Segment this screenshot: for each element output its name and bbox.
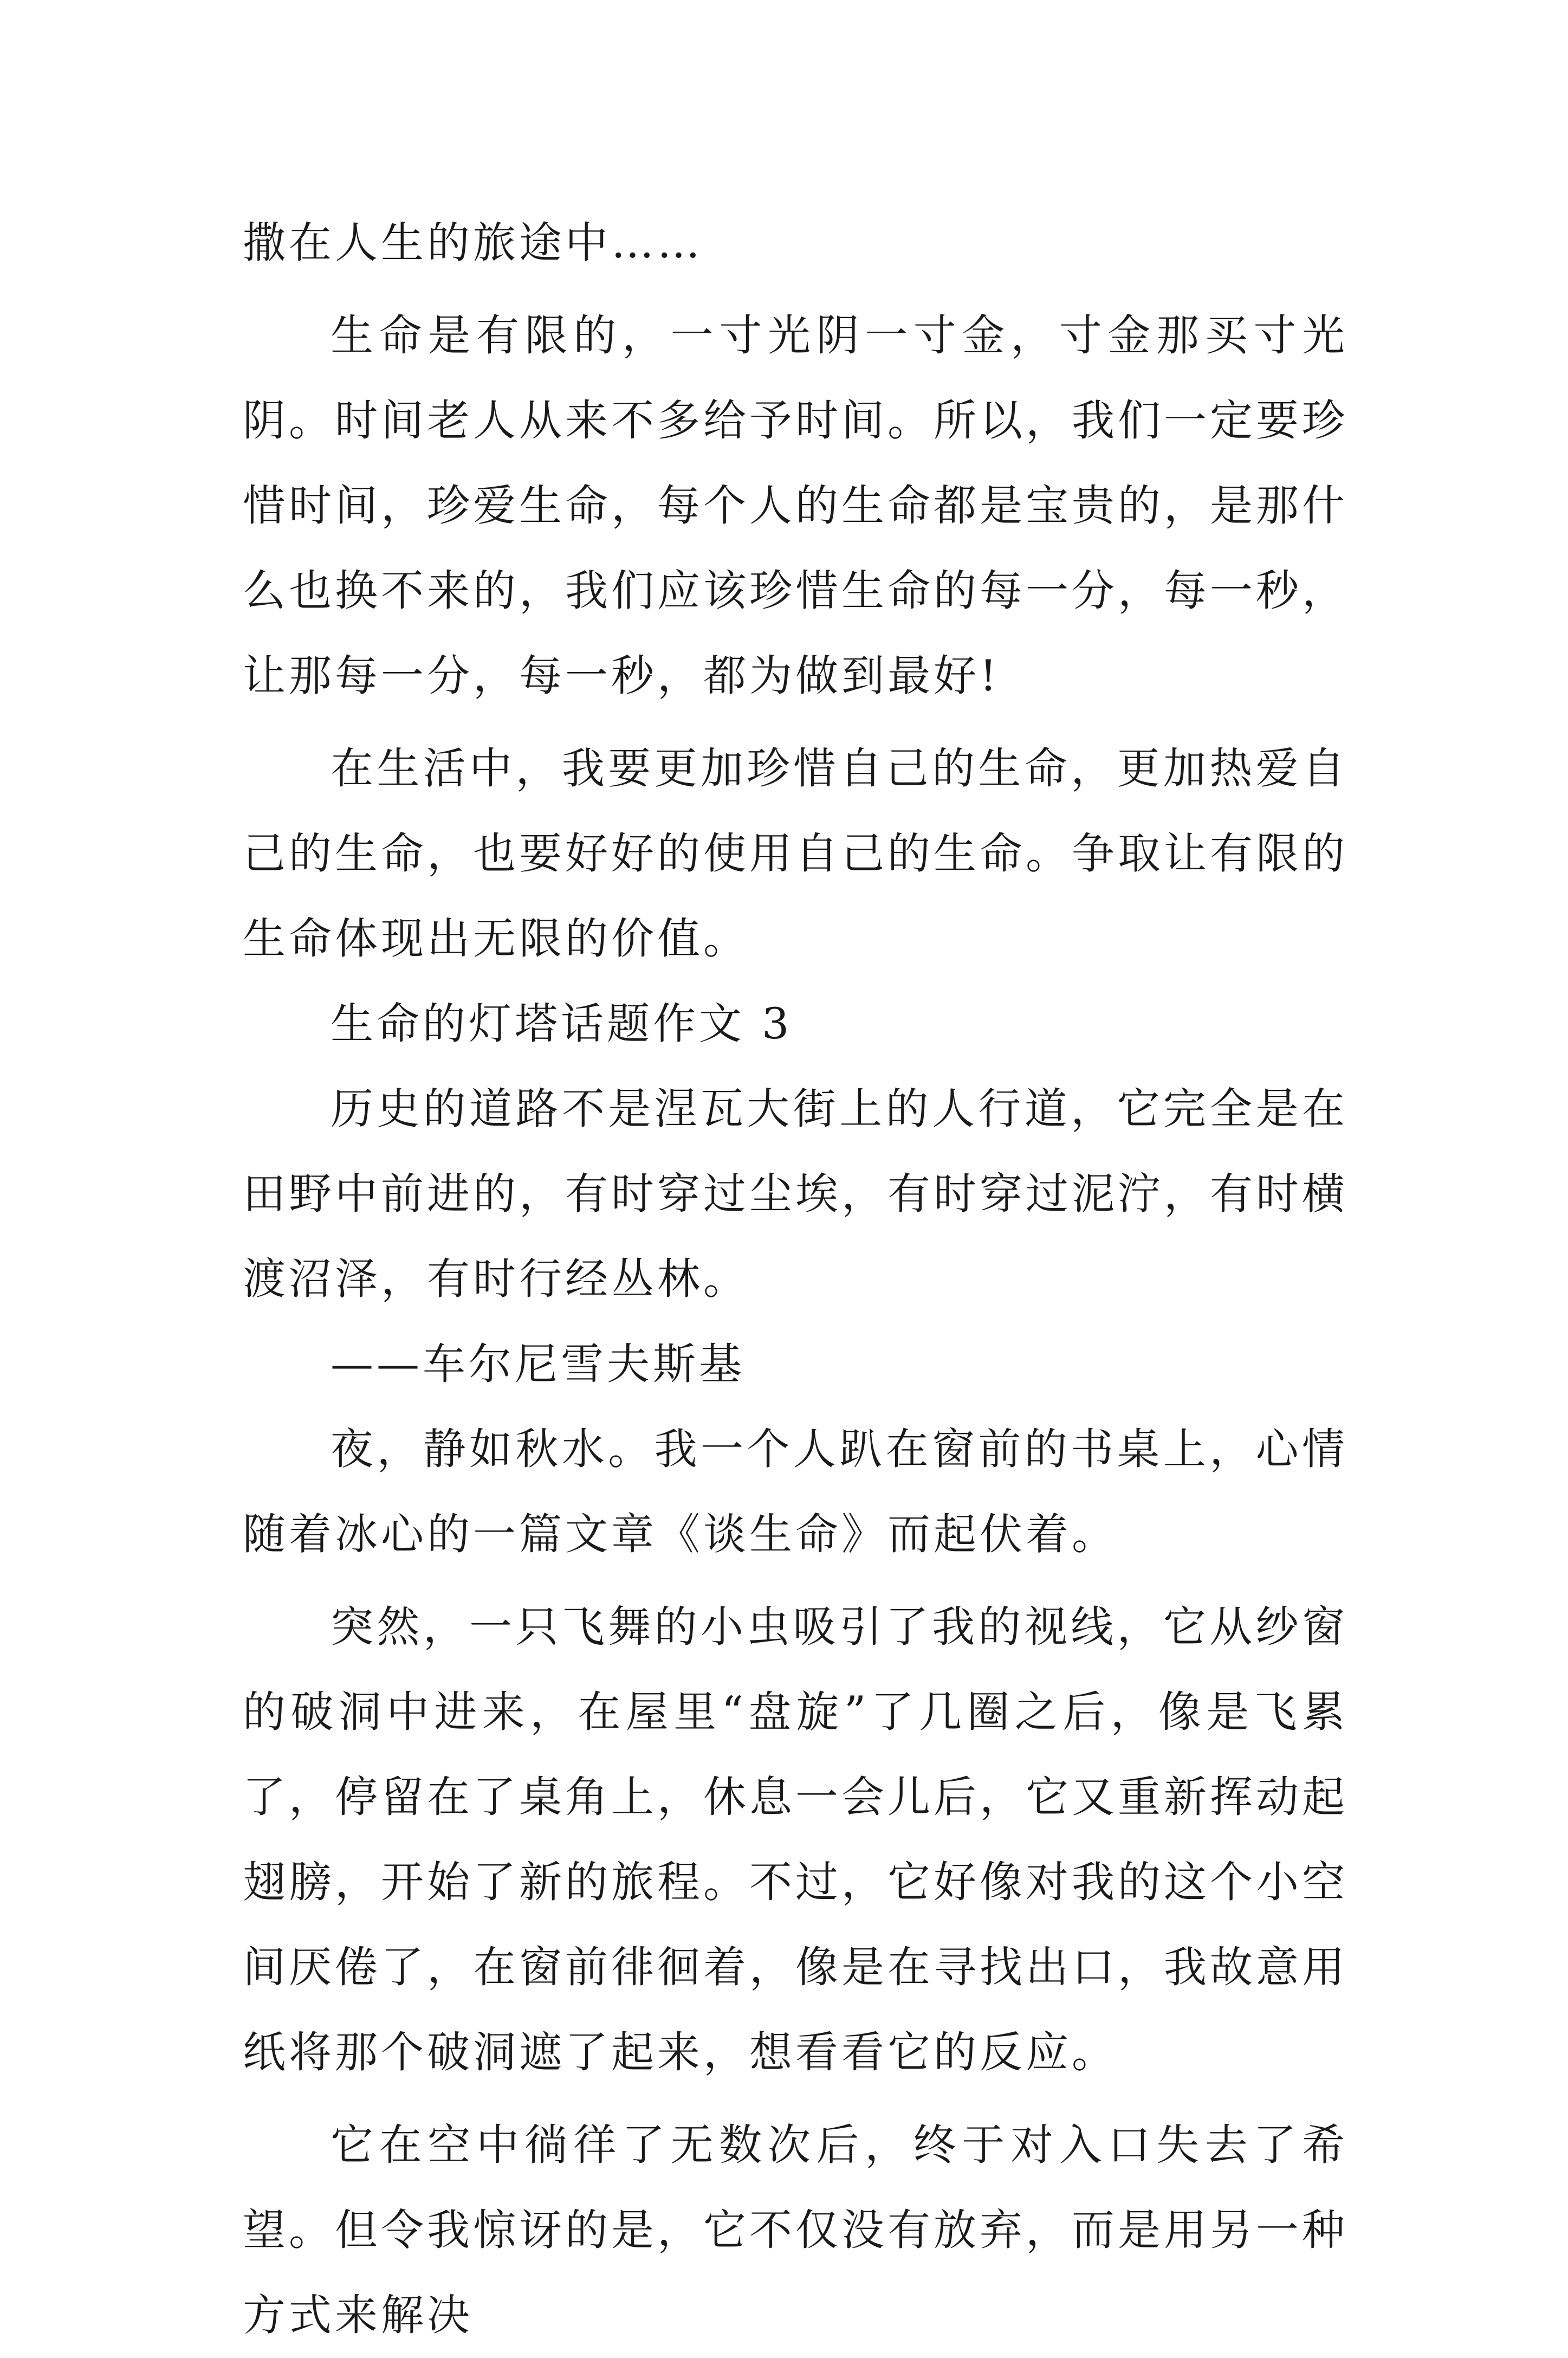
paragraph-insect: 突然，一只飞舞的小虫吸引了我的视线，它从纱窗的破洞中进来，在屋里“盘旋”了几圈之后，像是飞累了，停留在了桌角上，休息一会儿后，它又重新挥动起翅膀，开始了新的旅程。不过，它好像对我的这个小空间厌倦了，在窗前徘徊着，像是在寻找出口，我故意用纸将那个破洞遮了起来，想看看它的反应。 — [243, 1602, 1348, 2077]
paragraph-cherish-life: 在生活中，我要更加珍惜自己的生命，更加热爱自己的生命，也要好好的使用自己的生命。争取让有限的生命体现出无限的价值。 — [243, 744, 1348, 964]
paragraph-night: 夜，静如秋水。我一个人趴在窗前的书桌上，心情随着冰心的一篇文章《谈生命》而起伏着。 — [243, 1424, 1348, 1559]
document-body — [243, 201, 1348, 2358]
paragraph-life-limited: 生命是有限的，一寸光阴一寸金，寸金那买寸光阴。时间老人从来不多给予时间。所以，我们一定要珍惜时间，珍爱生命，每个人的生命都是宝贵的，是那什么也换不来的，我们应该珍惜生命的每一分，每一秒，让那每一分，每一秒，都为做到最好! — [243, 311, 1348, 701]
quote-attribution: ——车尔尼雪夫斯基 — [331, 1339, 745, 1389]
essay-heading: 生命的灯塔话题作文 3 — [331, 999, 793, 1049]
quote-text: 历史的道路不是涅瓦大街上的人行道，它完全是在田野中前进的，有时穿过尘埃，有时穿过泥泞，有时横渡沼泽，有时行经丛林。 — [243, 1084, 1348, 1304]
paragraph-persistence: 它在空中徜徉了无数次后，终于对入口失去了希望。但令我惊讶的是，它不仅没有放弃，而是用另一种方式来解决 — [243, 2120, 1348, 2340]
paragraph-continuation: 撒在人生的旅途中…… — [243, 218, 703, 268]
